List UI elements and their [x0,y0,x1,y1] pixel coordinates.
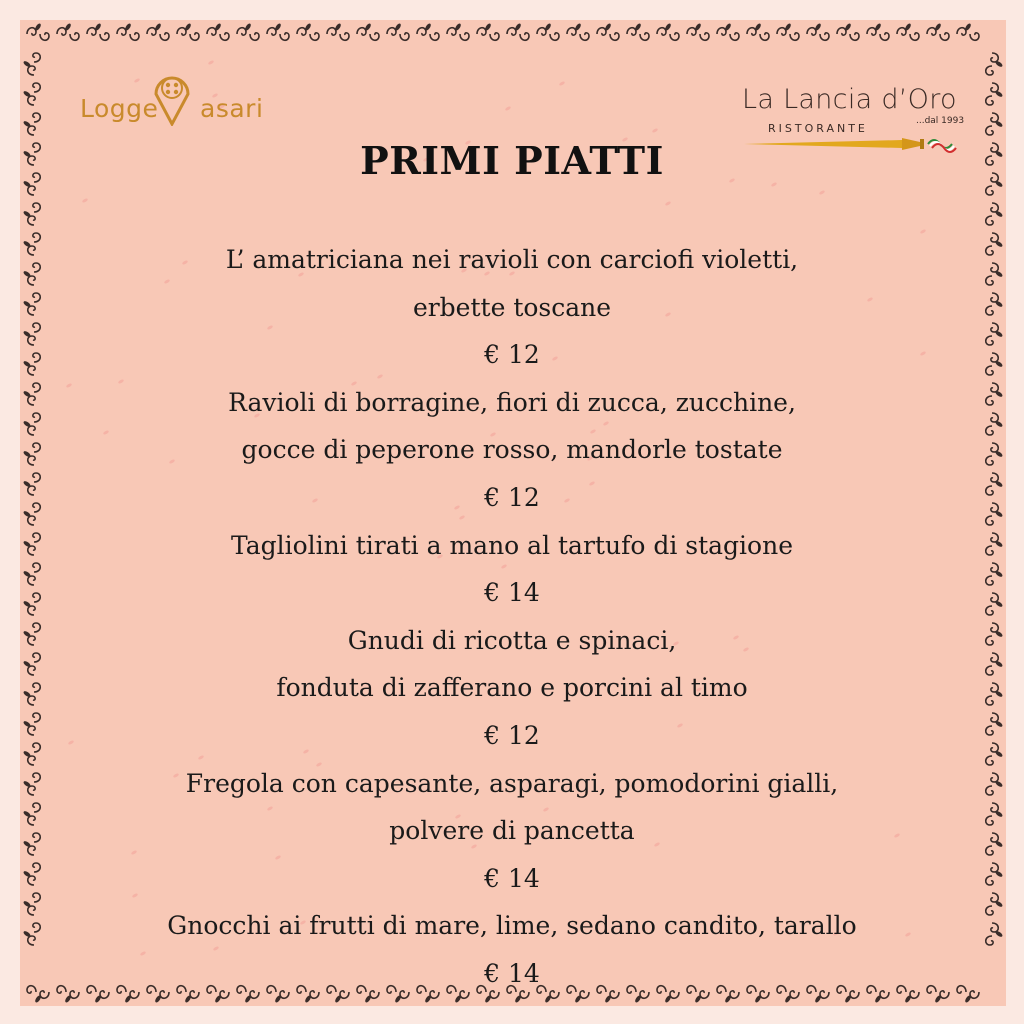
restaurant-name: La Lancia d’Oro [742,84,957,115]
menu-item-line: Gnudi di ricotta e spinaci, [347,625,677,655]
menu-item-line: fonduta di zafferano e porcini al timo [276,673,748,703]
logo-left-part1: Logge [80,94,159,123]
menu-price: € 12 [484,720,540,750]
menu-item-line: gocce di peperone rosso, mandorle tostate [241,435,783,465]
menu-price: € 12 [484,482,540,512]
menu-item-line: Tagliolini tirati a mano al tartufo di stagione [231,530,793,560]
menu-item-line: Fregola con capesante, asparagi, pomodorini gialli, [185,768,839,798]
logge-vasari-logo [60,70,280,130]
menu-item-line: L’ amatriciana nei ravioli con carciofi violetti, [225,245,799,274]
menu-price: € 12 [484,340,540,370]
menu-item-line: erbette toscane [412,292,612,322]
page-title: PRIMI PIATTI [360,138,664,183]
menu-price: € 14 [484,958,540,988]
menu-item-line: polvere di pancetta [389,816,635,846]
restaurant-since: ...dal 1993 [916,116,965,126]
menu-price: € 14 [484,863,540,893]
restaurant-subtitle: RISTORANTE [768,122,868,135]
menu-item-line: Ravioli di borragine, fiori di zucca, zucchine, [228,387,796,417]
menu-price: € 14 [484,578,540,608]
logo-left-part2: asari [200,94,264,123]
menu-item-line: Gnocchi ai frutti di mare, lime, sedano candito, tarallo [167,911,857,941]
vasari-emblem-icon [152,68,192,126]
menu-list [60,236,964,998]
